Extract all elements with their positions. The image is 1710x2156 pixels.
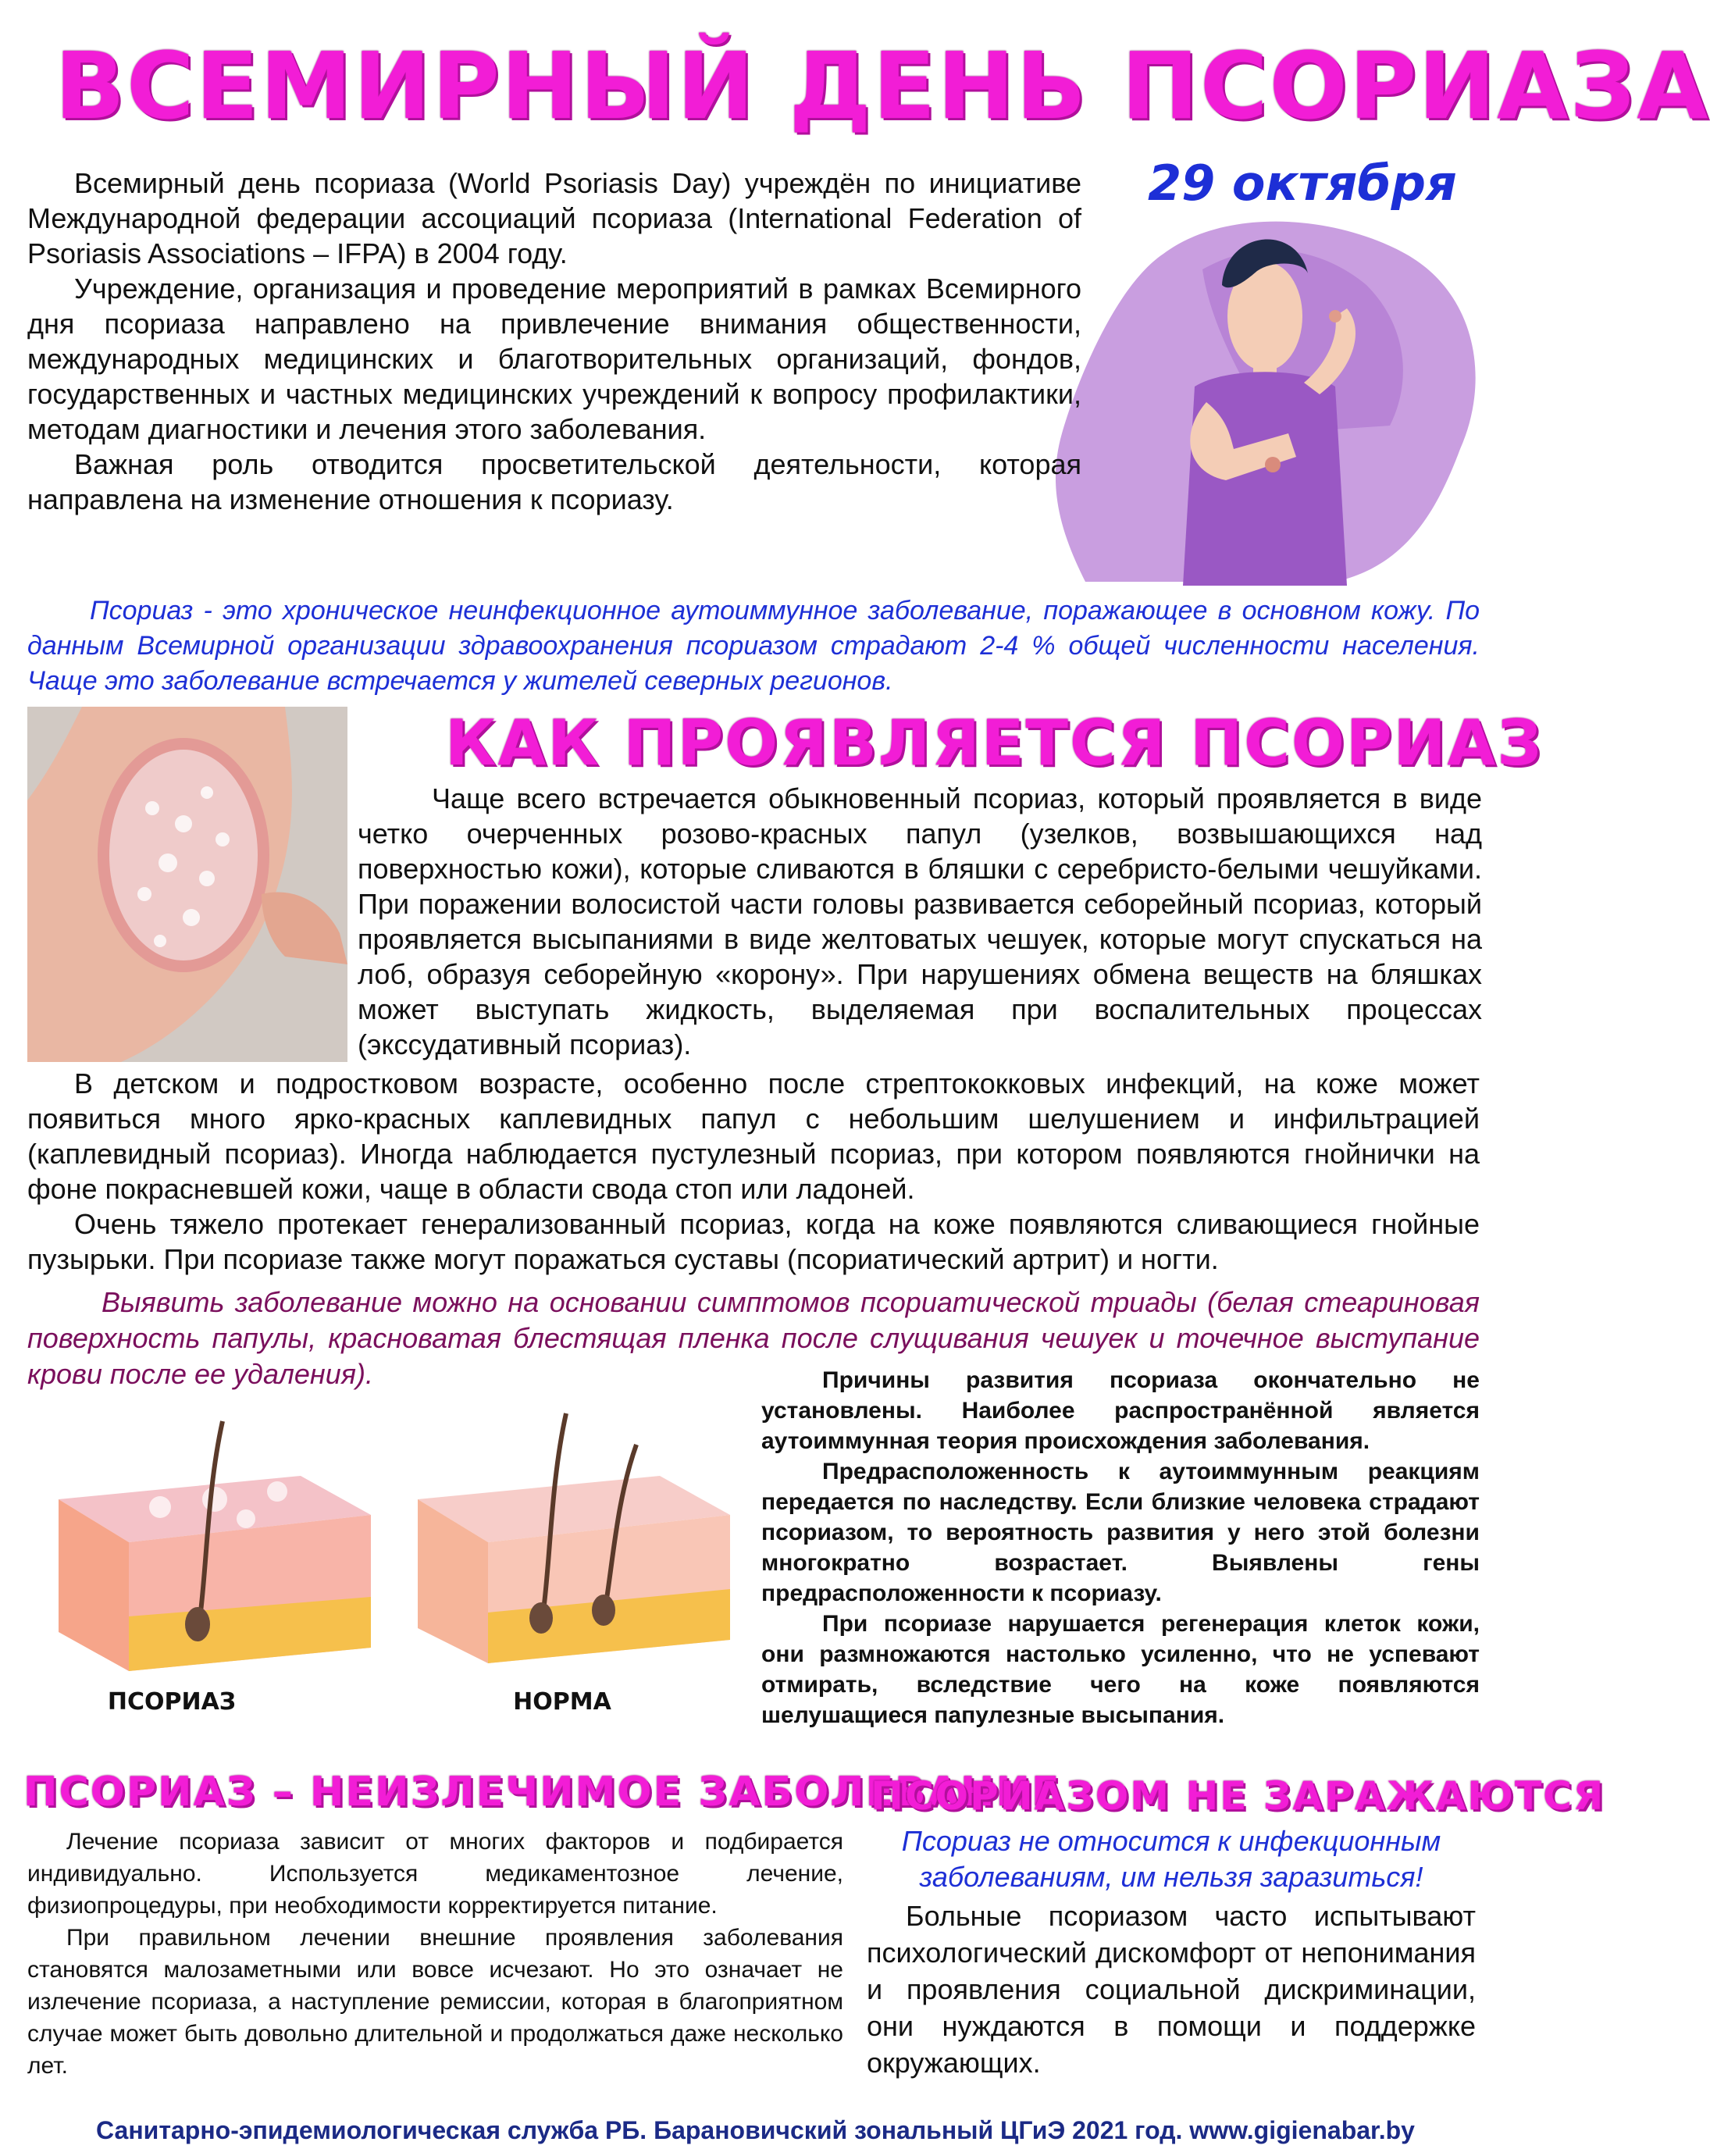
causes-paragraph-1: Причины развития псориаза окончательно не установлены. Наиболее распространённой является аутоиммунная теория происхождения заболевания. <box>761 1367 1480 1454</box>
intro-paragraph-1: Всемирный день псориаза (World Psoriasis Day) учреждён по инициативе Международной федерации ассоциаций псориаза (International Federation of Psoriasis Associations – IFPA) в 2004 году. <box>27 167 1081 269</box>
discrimination-paragraph: Больные псориазом часто испытывают психологический дискомфорт от непонимания и проявления социальной дискриминации, они нуждаются в помощи и поддержке окружающих. <box>867 1900 1476 2079</box>
event-date: 29 октября <box>1148 155 1457 212</box>
causes-paragraph-3: При псориазе нарушается регенерация клеток кожи, они размножаются настолько усиленно, что не успевают отмирать, вследствие чего на коже появляются шелушащиеся папулезные высыпания. <box>761 1611 1480 1728</box>
intro-paragraph-3: Важная роль отводится просветительской деятельности, которая направлена на изменение отношения к псориазу. <box>27 448 1081 515</box>
section-heading-manifestation: КАК ПРОЯВЛЯЕТСЯ ПСОРИАЗ <box>445 707 1544 779</box>
section-heading-incurable: ПСОРИАЗ – НЕИЗЛЕЧИМОЕ ЗАБОЛЕВАНИЕ <box>23 1769 1061 1816</box>
definition-paragraph: Псориаз - это хроническое неинфекционное аутоиммунное заболевание, поражающее в основном кожу. По данным Всемирной организации здравоохранения псориазом страдают 2-4 % общей численности населения. Чаще это заболевание встречается у жителей северных регионов. <box>27 596 1480 696</box>
psoriasis-elbow-photo <box>27 707 347 1062</box>
diagram-label-normal: НОРМА <box>513 1688 611 1716</box>
definition-text <box>27 593 1480 699</box>
person-scratching-illustration <box>1038 199 1491 590</box>
diagnosis-paragraph: Выявить заболевание можно на основании симптомов псориатической триады (белая стеариновая поверхность папулы, красноватая блестящая пленка после слущивания чешуек и точечное выступание крови после ее удаления). <box>27 1286 1480 1390</box>
normal-skin-block <box>418 1413 730 1663</box>
treatment-paragraph-1: Лечение псориаза зависит от многих факторов и подбирается индивидуально. Используется медикаментозное лечение, физиопроцедуры, при необходимости корректируется питание. <box>27 1829 843 1919</box>
causes-text <box>761 1365 1480 1730</box>
footer-credits: Санитарно-эпидемиологическая служба РБ. Барановичский зональный ЦГиЭ 2021 год. www.gigienabar.by <box>96 2116 1415 2144</box>
manifestation-text <box>358 781 1482 1062</box>
treatment-text <box>27 1826 843 2082</box>
causes-paragraph-2: Предрасположенность к аутоиммунным реакциям передается по наследству. Если близкие человека страдают псориазом, то вероятность развития у него этой болезни многократно возрастает. Выявлены гены предрасположенности к псориазу. <box>761 1459 1480 1606</box>
psoriasis-skin-block <box>59 1421 371 1671</box>
intro-text <box>27 166 1081 517</box>
section-heading-not-contagious: ПСОРИАЗОМ НЕ ЗАРАЖАЮТСЯ <box>871 1773 1605 1819</box>
manifestation-paragraph-2: В детском и подростковом возрасте, особенно после стрептококковых инфекций, на коже может появиться много ярко-красных каплевидных папул с небольшим шелушением и инфильтрацией (каплевидный псориаз). Иногда наблюдается пустулезный псориаз, при котором появляются гнойнички на фоне покрасневшей кожи, чаще в области свода стоп или ладоней. <box>27 1067 1480 1205</box>
not-contagious-statement: Псориаз не относится к инфекционным заболеваниям, им нельзя заразиться! <box>901 1825 1441 1893</box>
diagram-label-psoriasis: ПСОРИАЗ <box>107 1688 237 1716</box>
manifestation-continued <box>27 1066 1480 1277</box>
intro-paragraph-2: Учреждение, организация и проведение мероприятий в рамках Всемирного дня псориаза направлено на привлечение внимания общественности, международных медицинских и благотворительных организаций, фондов, государственных и частных медицинских учреждений к вопросу профилактики, методам диагностики и лечения этого заболевания. <box>27 273 1081 445</box>
manifestation-paragraph-3: Очень тяжело протекает генерализованный псориаз, когда на коже появляются сливающиеся гнойные пузырьки. При псориазе также могут поражаться суставы (псориатический артрит) и ногти. <box>27 1208 1480 1275</box>
skin-comparison-diagram <box>43 1413 746 1671</box>
discrimination-text <box>867 1898 1476 2081</box>
page-title: ВСЕМИРНЫЙ ДЕНЬ ПСОРИАЗА <box>55 32 1710 140</box>
treatment-paragraph-2: При правильном лечении внешние проявления заболевания становятся малозаметными или вовсе исчезают. Но это означает не излечение псориаза, а наступление ремиссии, которая в благоприятном случае может быть довольно длительной и продолжаться даже несколько лет. <box>27 1925 843 2079</box>
manifestation-paragraph-1: Чаще всего встречается обыкновенный псориаз, который проявляется в виде четко очерченных розово-красных папул (узелков, возвышающихся над поверхностью кожи), которые сливаются в бляшки с серебристо-белыми чешуйками. При поражении волосистой части головы развивается себорейный псориаз, который проявляется высыпаниями в виде желтоватых чешуек, которые могут спускаться на лоб, образуя себорейную «корону». При нарушениях обмена веществ на бляшках может выступать жидкость, выделяемая при воспалительных процессах (экссудативный псориаз). <box>358 782 1482 1060</box>
